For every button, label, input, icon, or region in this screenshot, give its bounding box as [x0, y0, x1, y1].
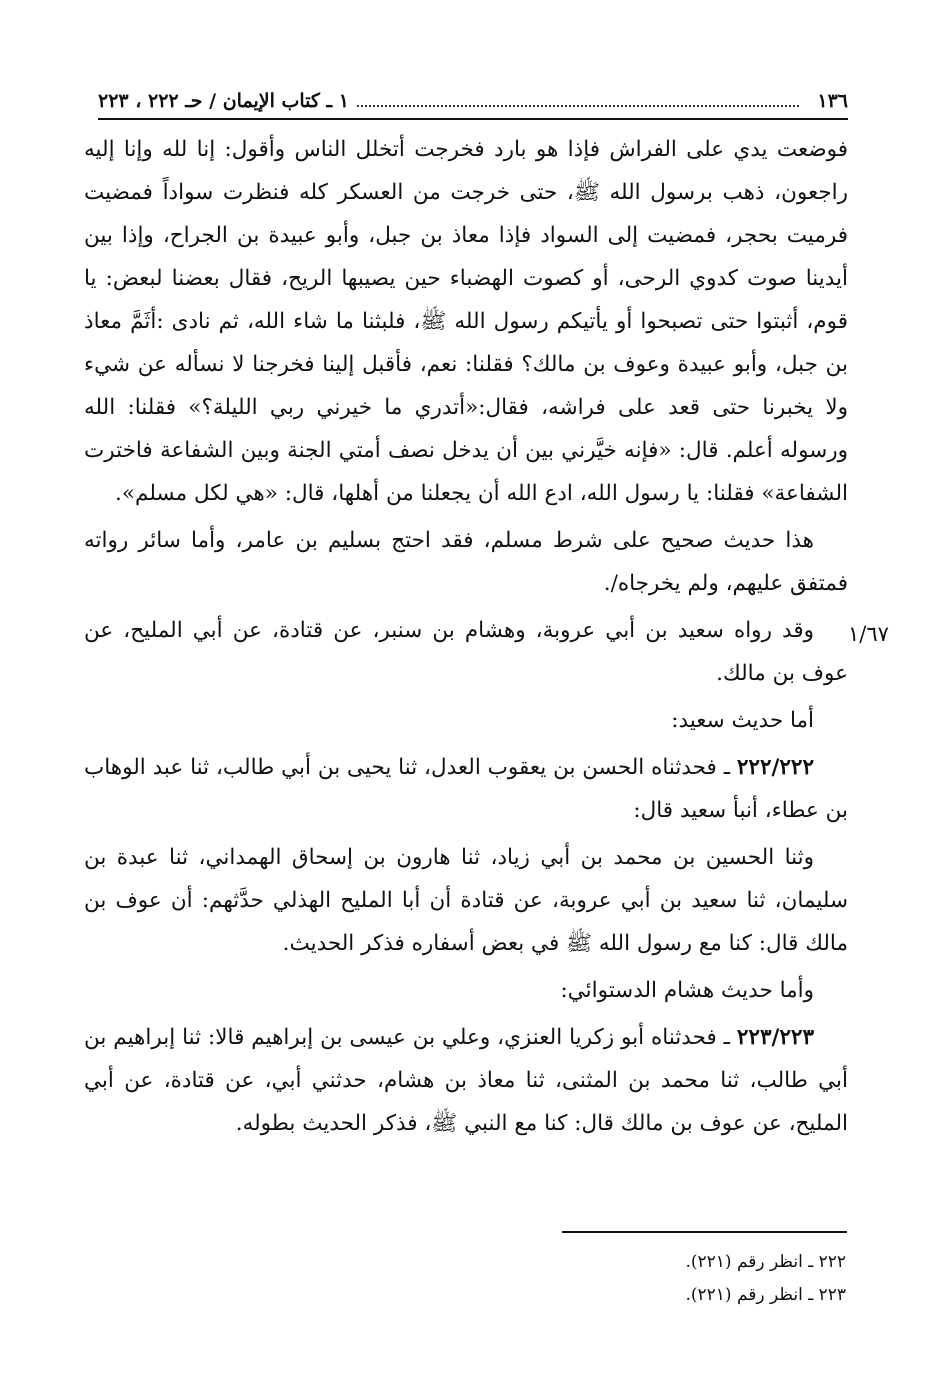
- page-number: ١٣٦: [817, 90, 848, 112]
- manuscript-folio-note: ١/٦٧: [848, 622, 889, 646]
- running-title: ١ ـ كتاب الإيمان / حـ ٢٢٢ ، ٢٢٣: [98, 90, 349, 112]
- hadith-continuation-paragraph: فوضعت يدي على الفراش فإذا هو بارد فخرجت أتخلل الناس وأقول: إنا لله وإنا إليه راجعون، ذهب برسول الله ﷺ، حتى خرجت من العسكر كله فنظرت سواداً فمضيت فرميت بحجر، فمضيت إلى السواد فإذا معاذ بن جبل، وأبو عبيدة بن الجراح، وإذا بين أيدينا صوت كدوي الرحى، أو كصوت الهضباء حين يصيبها الريح، فقال بعضنا لبعض: يا قوم، أثبتوا حتى تصبحوا أو يأتيكم رسول الله ﷺ، فلبثنا ما شاء الله، ثم نادى :أثَمَّ معاذ بن جبل، وأبو عبيدة وعوف بن مالك؟ فقلنا: نعم، فأقبل إلينا فخرجنا لا نسأله عن شيء ولا يخبرنا حتى قعد على فراشه، فقال:«أتدري ما خيرني ربي الليلة؟» فقلنا: الله ورسوله أعلم. قال: «فإنه خيَّرني بين أن يدخل نصف أمتي الجنة وبين الشفاعة فاخترت الشفاعة» فقلنا: يا رسول الله، ادع الله أن يجعلنا من أهلها، قال: «هي لكل مسلم».: [84, 137, 848, 506]
- footnote-divider: [562, 1231, 847, 1233]
- hadith-222-paragraph: [84, 746, 848, 832]
- hadith-number-223: ٢٢٣/٢٢٣: [736, 1025, 814, 1050]
- footnotes: [500, 1246, 846, 1312]
- section-heading-hisham: وأما حديث هشام الدستوائي:: [560, 978, 814, 1003]
- second-chain-paragraph: وثنا الحسين بن محمد بن أبي زياد، ثنا هارون بن إسحاق الهمداني، ثنا عبدة بن سليمان، ثنا سعيد بن أبي عروبة، عن قتادة أن أبا المليح الهذلي حدَّثهم: أن عوف بن مالك قال: كنا مع رسول الله ﷺ في بعض أسفاره فذكر الحديث.: [84, 845, 848, 956]
- narration-chains-paragraph: وقد رواه سعيد بن أبي عروبة، وهشام بن سنبر، عن قتادة، عن أبي المليح، عن عوف بن مالك.: [84, 618, 848, 686]
- footnote-222: ٢٢٢ ـ انظر رقم (٢٢١).: [685, 1252, 846, 1272]
- hadith-number-222: ٢٢٢/٢٢٢: [736, 755, 814, 780]
- section-heading-saeed: أما حديث سعيد:: [671, 708, 814, 733]
- hadith-222-text: ـ فحدثناه الحسن بن يعقوب العدل، ثنا يحيى بن أبي طالب، ثنا عبد الوهاب بن عطاء، أنبأ سعيد قال:: [84, 755, 848, 823]
- main-text: [84, 128, 848, 1145]
- hadith-223-text: ـ فحدثناه أبو زكريا العنزي، وعلي بن عيسى بن إبراهيم قالا: ثنا إبراهيم بن أبي طالب، ثنا محمد بن المثنى، ثنا معاذ بن هشام، حدثني أبي، عن قتادة، عن أبي المليح، عن عوف بن مالك قال: كنا مع النبي ﷺ، فذكر الحديث بطوله.: [84, 1025, 848, 1136]
- page-header: [98, 84, 848, 120]
- grading-paragraph: هذا حديث صحيح على شرط مسلم، فقد احتج بسليم بن عامر، وأما سائر رواته فمتفق عليهم، ولم يخرجاه/.: [84, 528, 848, 596]
- header-dot-leader: [357, 103, 799, 107]
- hadith-223-paragraph: [84, 1016, 848, 1145]
- footnote-223: ٢٢٣ ـ انظر رقم (٢٢١).: [685, 1285, 846, 1305]
